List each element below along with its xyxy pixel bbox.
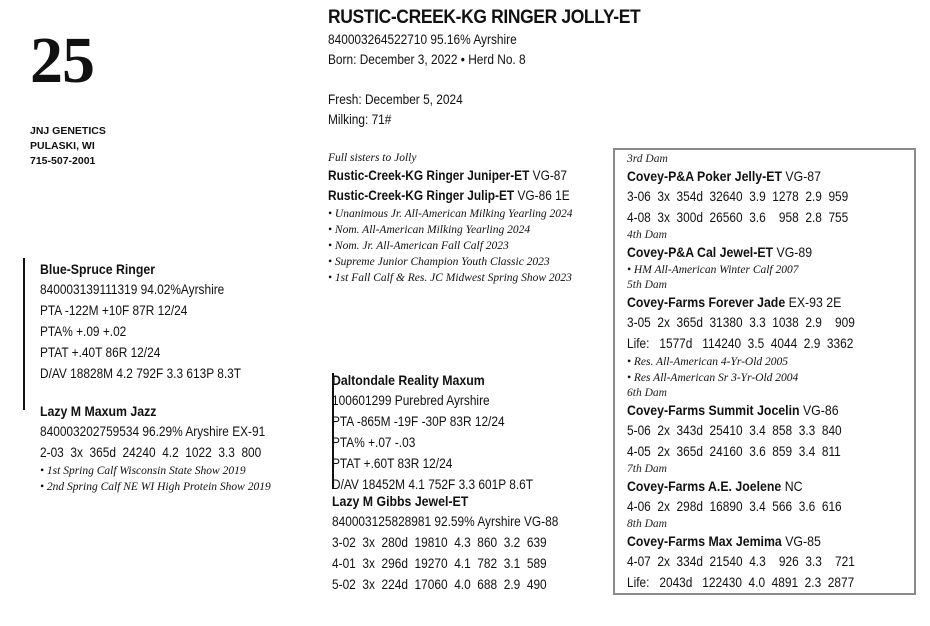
ancestor-label: 8th Dam [627,518,667,530]
consignor-block [30,124,106,169]
maternal-grandsire-line: PTA -865M -19F -30P 83R 12/24 [332,414,505,429]
sister-honor: • Supreme Junior Champion Youth Classic 2023 [328,256,550,268]
ancestor-class: VG-89 [776,244,813,260]
ancestor-name: Covey-P&A Cal Jewel-ET [627,244,774,260]
sister-name: Rustic-Creek-KG Ringer Julip-ET [328,188,515,203]
ancestor-class: EX-93 2E [788,294,842,310]
ancestor-label: 6th Dam [627,387,667,399]
ancestor-entry [627,242,855,262]
sire-dam-honor: • 1st Spring Calf Wisconsin State Show 2019 [40,465,246,477]
ancestors-list [627,152,886,593]
ancestor-record: 3-06 3x 354d 32640 3.9 1278 2.9 959 [627,189,849,204]
ancestor-label: 3rd Dam [627,153,668,165]
sire-line: D/AV 18828M 4.2 792F 3.3 613P 8.3T [40,366,241,381]
ancestor-record: 3-05 2x 365d 31380 3.3 1038 2.9 909 [627,315,855,330]
animal-born-line: Born: December 3, 2022 • Herd No. 8 [328,52,526,67]
sire-divider [23,258,25,410]
sire-dam-honor: • 2nd Spring Calf NE WI High Protein Show 2019 [40,481,271,493]
sister-name: Rustic-Creek-KG Ringer Juniper-ET [328,168,530,183]
ancestor-label: 7th Dam [627,463,667,475]
ancestor-honor: • Res. All-American 4-Yr-Old 2005 [627,356,789,368]
ancestor-entry [627,476,855,496]
sire-line: PTA% +.09 +.02 [40,324,127,339]
maternal-grandsire-name: Daltondale Reality Maxum [332,372,485,388]
dam-record: 4-01 3x 296d 19270 4.1 782 3.1 589 [332,556,547,571]
fresh-block [328,90,481,130]
ancestor-record: 4-08 3x 300d 26560 3.6 958 2.8 755 [627,210,849,225]
consignor-location: PULASKI, WI [30,140,95,152]
sire-line: 840003139111319 94.02%Ayrshire [40,282,225,297]
animal-id-line: 840003264522710 95.16% Ayrshire [328,32,517,47]
ancestor-honor: • Res All-American Sr 3-Yr-Old 2004 [627,372,799,384]
ancestor-record: 5-06 2x 343d 25410 3.4 858 3.3 840 [627,423,842,438]
lot-number: 25 [30,24,94,97]
sister-honor: • Nom. All-American Milking Yearling 2024 [328,224,531,236]
sire-dam-block [40,401,296,495]
full-sisters-block [328,150,603,286]
ancestor-entry [627,292,855,312]
ancestor-name: Covey-Farms A.E. Joelene [627,478,782,494]
maternal-grandsire-line: 100601299 Purebred Ayrshire [332,393,490,408]
full-sisters-heading: Full sisters to Jolly [328,152,417,164]
dam-name: Lazy M Gibbs Jewel-ET [332,493,469,509]
ancestor-class: NC [784,478,803,494]
dam-id-line: 840003125828981 92.59% Ayrshire VG-88 [332,514,559,529]
ancestor-entry [627,531,855,551]
maternal-grandsire-line: PTAT +.60T 83R 12/24 [332,456,453,471]
ancestor-record: 4-05 2x 365d 24160 3.6 859 3.4 811 [627,444,841,459]
ancestor-entry [627,166,855,186]
ancestor-honor: • HM All-American Winter Calf 2007 [627,264,799,276]
ancestor-class: VG-86 [802,402,839,418]
sister-class: VG-87 [532,168,568,183]
sister-honor: • Unanimous Jr. All-American Milking Yearling 2024 [328,208,573,220]
ancestor-name: Covey-Farms Max Jemima [627,533,782,549]
ancestor-class: VG-85 [785,533,821,549]
maternal-grandsire-line: D/AV 18452M 4.1 752F 3.3 601P 8.6T [332,477,533,492]
ancestor-name: Covey-Farms Summit Jocelin [627,402,800,418]
ancestor-record: Life: 1577d 114240 3.5 4044 2.9 3362 [627,336,854,351]
fresh-line: Fresh: December 5, 2024 [328,92,463,107]
ancestor-record: 4-06 2x 298d 16890 3.4 566 3.6 616 [627,499,842,514]
sire-dam-line: 840003202759534 96.29% Aryshire EX-91 [40,424,266,439]
maternal-grandsire-block [332,370,560,495]
ancestor-entry [627,400,855,420]
sire-line: PTA -122M +10F 87R 12/24 [40,303,188,318]
dam-record: 3-02 3x 280d 19810 4.3 860 3.2 639 [332,535,547,550]
sire-block [40,259,268,384]
dam-block [332,491,589,595]
sister-honor: • Nom. Jr. All-American Fall Calf 2023 [328,240,509,252]
ancestor-label: 5th Dam [627,279,667,291]
sister-class: VG-86 1E [517,188,570,203]
milking-line: Milking: 71# [328,112,392,127]
ancestor-record: Life: 2043d 122430 4.0 4891 2.3 2877 [627,575,855,590]
ancestor-class: VG-87 [785,168,822,184]
ancestor-name: Covey-Farms Forever Jade [627,294,786,310]
consignor-name: JNJ GENETICS [30,125,106,137]
dam-record: 5-02 3x 224d 17060 4.0 688 2.9 490 [332,577,547,592]
ancestor-label: 4th Dam [627,229,667,241]
sire-name: Blue-Spruce Ringer [40,261,156,277]
animal-name: RUSTIC-CREEK-KG RINGER JOLLY-ET [328,7,641,28]
sire-dam-line: 2-03 3x 365d 24240 4.2 1022 3.3 800 [40,445,262,460]
ancestor-name: Covey-P&A Poker Jelly-ET [627,168,782,184]
sire-dam-name: Lazy M Maxum Jazz [40,403,157,419]
animal-header [328,6,667,70]
consignor-phone: 715-507-2001 [30,155,96,167]
sire-line: PTAT +.40T 86R 12/24 [40,345,161,360]
ancestor-record: 4-07 2x 334d 21540 4.3 926 3.3 721 [627,554,855,569]
sister-honor: • 1st Fall Calf & Res. JC Midwest Spring Show 2023 [328,272,572,284]
sister-entry [328,186,570,206]
maternal-grandsire-line: PTA% +.07 -.03 [332,435,416,450]
sister-entry [328,166,570,186]
